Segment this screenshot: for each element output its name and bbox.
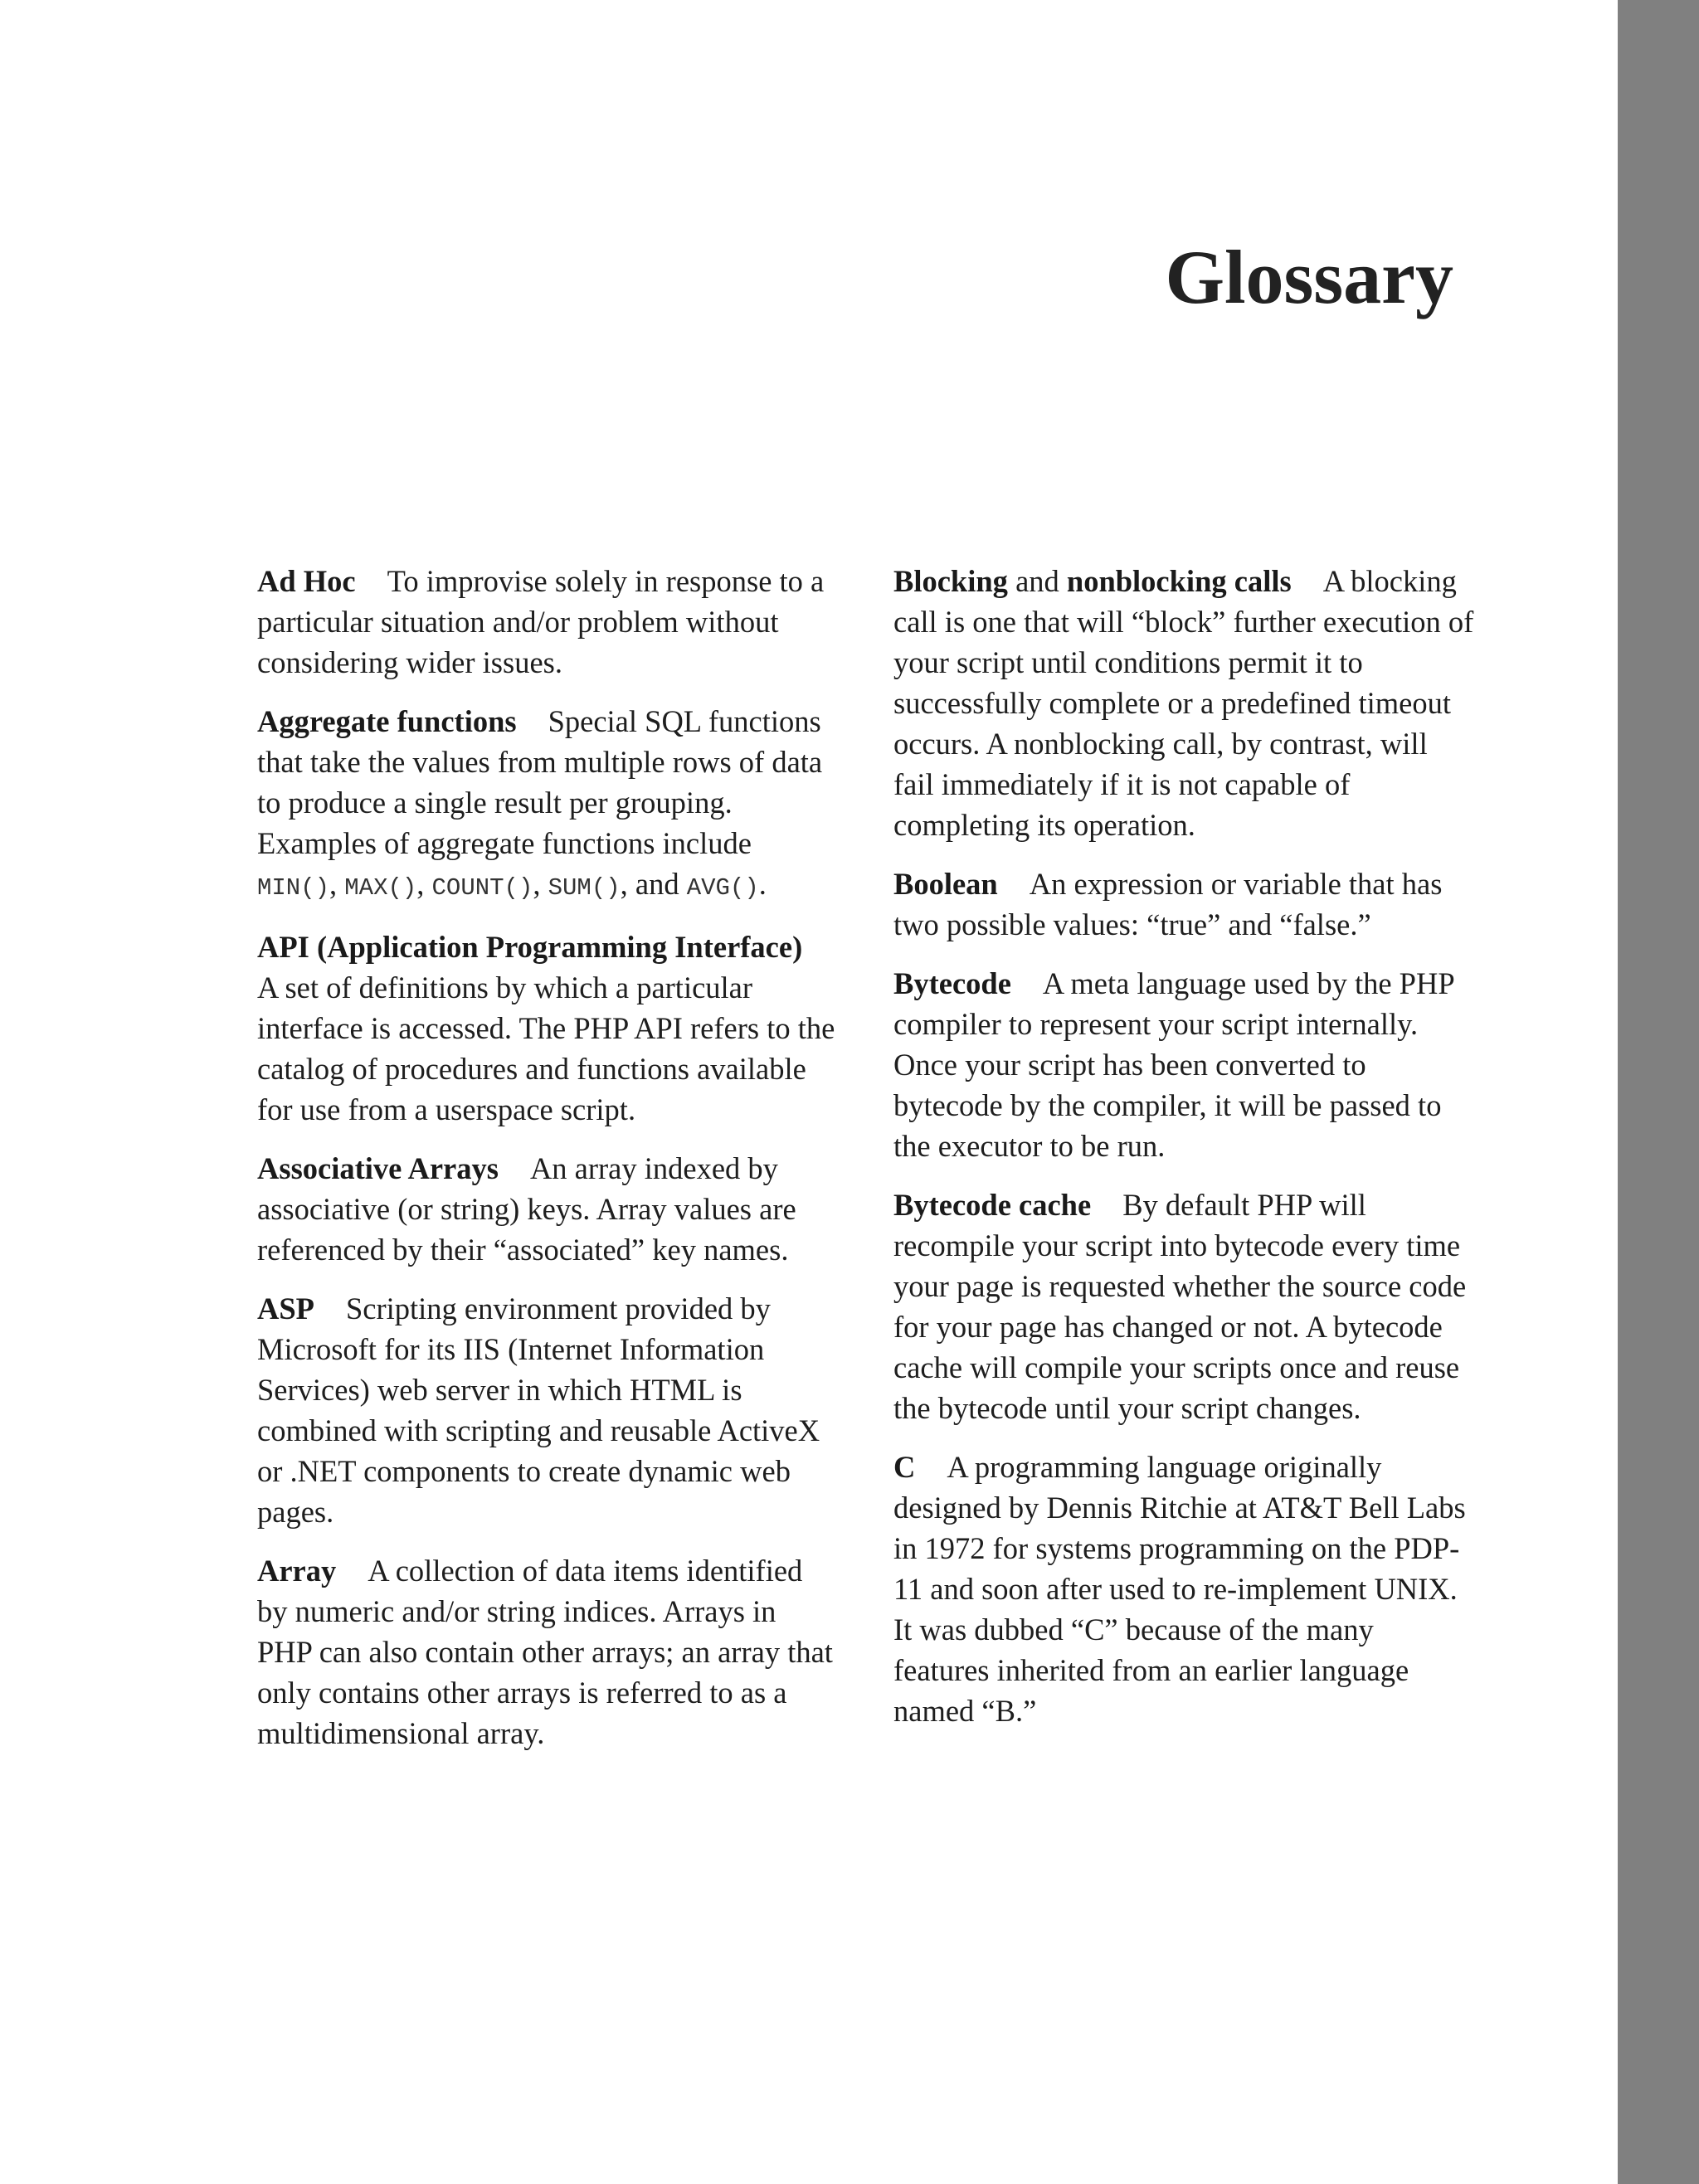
definition-api: A set of definitions by which a particular interface is accessed. The PHP API refers to the catalog of procedures and functions available for use from a userspace script. [257,970,835,1126]
glossary-entry-bytecode [893,963,1474,1166]
glossary-entry-c [893,1447,1474,1731]
glossary-entry-boolean [893,863,1474,945]
definition-c: A programming language originally designed by Dennis Ritchie at AT&T Bell Labs in 1972 for systems programming on the PDP-11 and soon after used to re-implement UNIX. It was dubbed “C” because of the many features inherited from an earlier language named “B.” [893,1450,1466,1728]
code-max: MAX() [344,874,417,902]
term-c: C [893,1450,916,1484]
glossary-entry-aggregate-functions: Aggregate functions Special SQL functions that take the values from multiple rows of data to produce a single result per grouping. Examples of aggregate functions include MIN(), MAX(), COUNT(), SUM(), and AVG(). [257,704,823,902]
term-associative-arrays: Associative Arrays [257,1151,499,1185]
glossary-column-right [893,561,1474,1749]
glossary-entry-associative-arrays [257,1148,838,1270]
definition-array: A collection of data items identified by numeric and/or string indices. Arrays in PHP can also contain other arrays; an array that only contains other arrays is referred to as a multidimensional array. [257,1554,833,1750]
page-edge-band [1618,0,1699,2184]
glossary-entry-blocking-calls [893,561,1474,845]
definition-blocking-calls: A blocking call is one that will “block” further execution of your script until conditions permit it to successfully complete or a predefined timeout occurs. A nonblocking call, by contrast, will fail immediately if it is not capable of completing its operation. [893,564,1474,842]
term-joiner-and: and [1015,564,1059,598]
definition-ad-hoc: To improvise solely in response to a particular situation and/or problem without considering wider issues. [257,564,825,679]
definition-associative-arrays: An array indexed by associative (or string) keys. Array values are referenced by their “associated” key names. [257,1151,796,1267]
term-boolean: Boolean [893,867,998,901]
glossary-entry-ad-hoc [257,561,838,683]
term-nonblocking-calls: nonblocking calls [1066,564,1292,598]
glossary-entry-api [257,927,838,1130]
glossary-column-left [257,561,838,1772]
definition-bytecode: A meta language used by the PHP compiler to represent your script internally. Once your script has been converted to bytecode by the compiler, it will be passed to the executor to be run. [893,966,1454,1163]
term-array: Array [257,1554,337,1588]
term-ad-hoc: Ad Hoc [257,564,356,598]
term-api: API (Application Programming Interface) [257,930,803,964]
glossary-entry-array [257,1550,838,1754]
code-sum: SUM() [548,874,621,902]
definition-asp: Scripting environment provided by Microsoft for its IIS (Internet Information Services) web server in which HTML is combined with scripting and reusable ActiveX or .NET components to create dynamic web pages. [257,1291,820,1529]
glossary-entry-bytecode-cache [893,1184,1474,1428]
term-bytecode: Bytecode [893,966,1011,1000]
term-asp: ASP [257,1291,314,1325]
code-avg: AVG() [686,874,759,902]
definition-aggregate-functions: Special SQL functions that take the values from multiple rows of data to produce a single result per grouping. Examples of aggregate functions include [257,704,823,860]
conjunction-and: and [635,867,679,901]
glossary-entry-asp [257,1288,838,1532]
term-aggregate-functions: Aggregate functions [257,704,517,738]
definition-boolean: An expression or variable that has two possible values: “true” and “false.” [893,867,1443,941]
page-title: Glossary [1165,235,1453,319]
code-min: MIN() [257,874,330,902]
term-bytecode-cache: Bytecode cache [893,1188,1092,1222]
definition-bytecode-cache: By default PHP will recompile your script into bytecode every time your page is requested whether the source code for your page has changed or not. A bytecode cache will compile your scripts once and reuse the bytecode until your script changes. [893,1188,1467,1425]
term-blocking: Blocking [893,564,1008,598]
code-count: COUNT() [431,874,533,902]
